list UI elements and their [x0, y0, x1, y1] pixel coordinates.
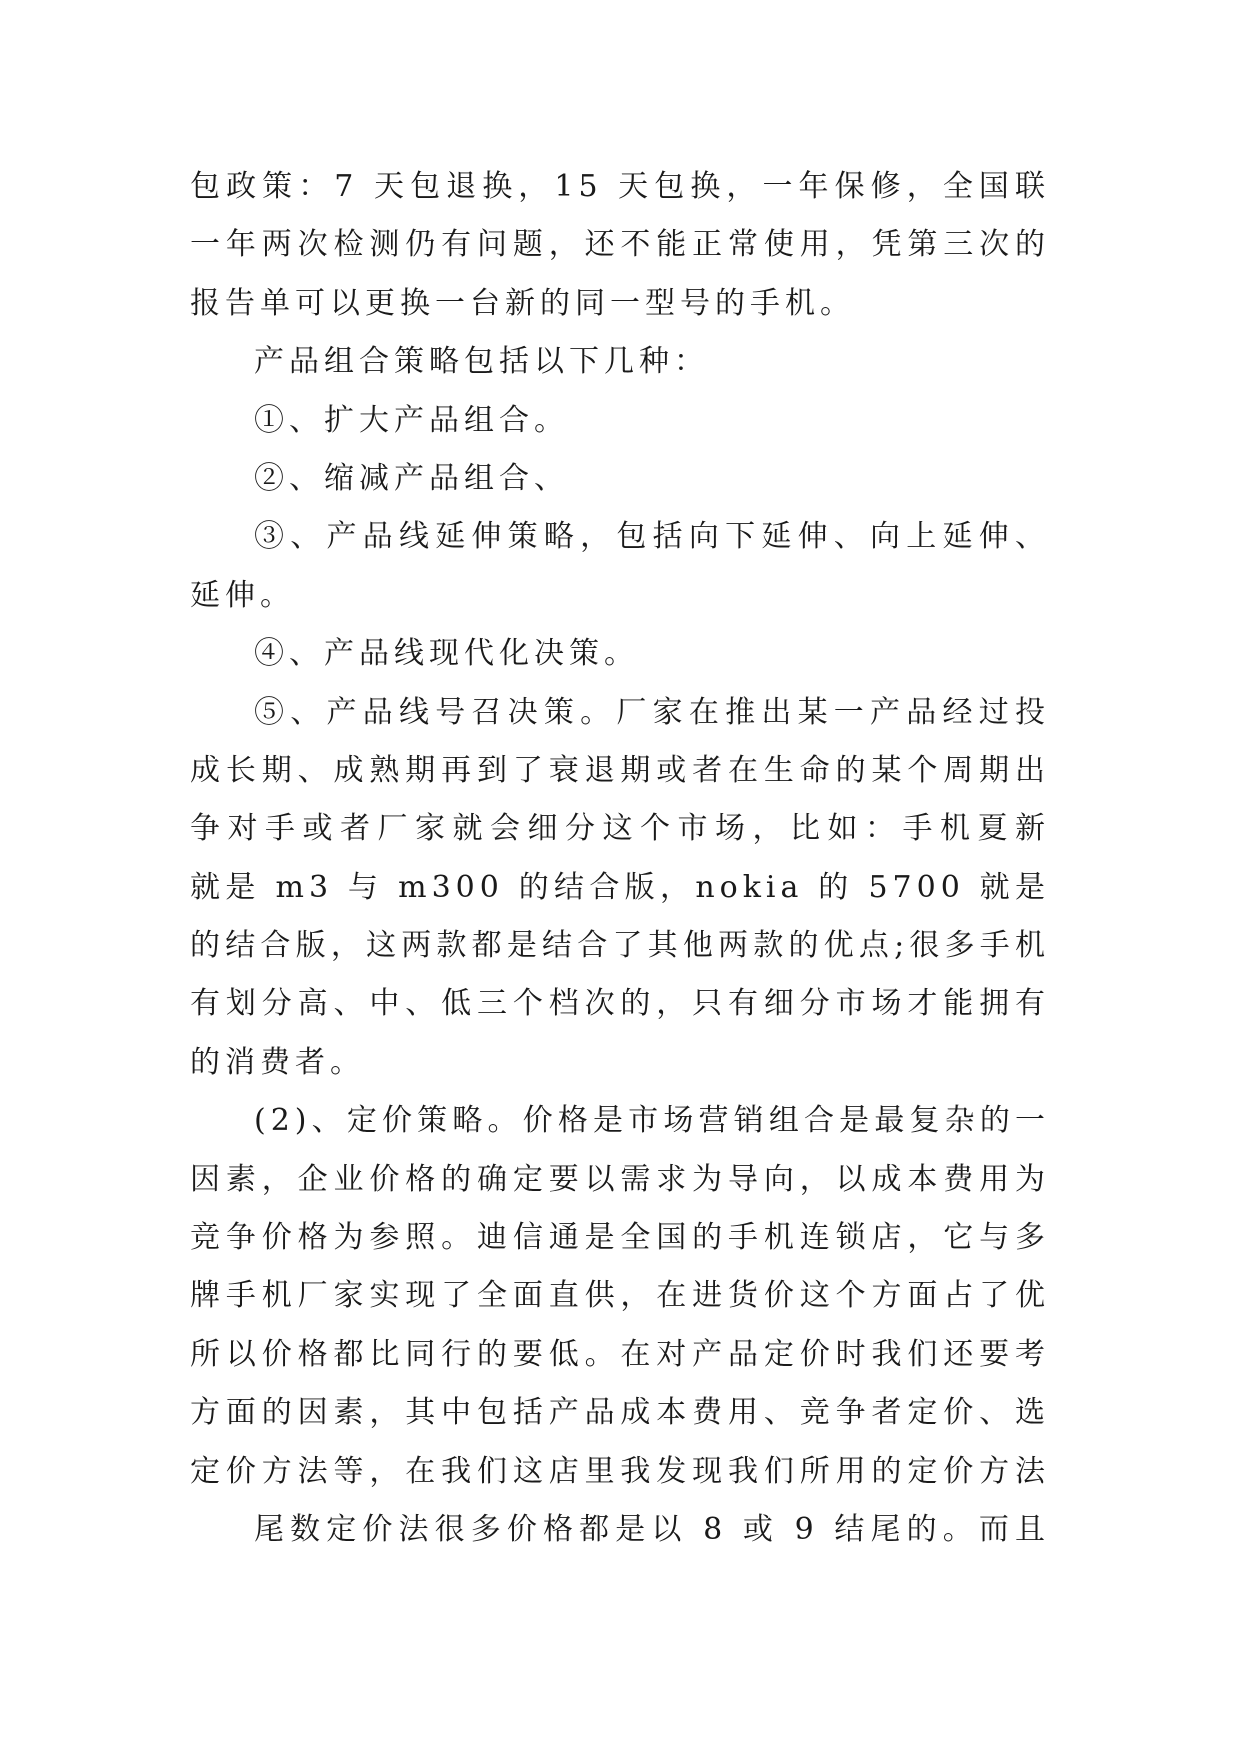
text-line: 竞争价格为参照。迪信通是全国的手机连锁店，它与多: [190, 1220, 1050, 1256]
text-line: 所以价格都比同行的要低。在对产品定价时我们还要考: [190, 1336, 1050, 1372]
body-text: [190, 158, 1050, 1559]
text-line: 一年两次检测仍有问题，还不能正常使用，凭第三次的: [190, 227, 1050, 263]
list-item: ①、扩大产品组合。: [254, 402, 569, 438]
list-item: ⑤、产品线号召决策。厂家在推出某一产品经过投: [254, 694, 1050, 730]
text-line: 争对手或者厂家就会细分这个市场，比如：手机夏新: [190, 811, 1050, 847]
text-line: 因素，企业价格的确定要以需求为导向，以成本费用为: [190, 1161, 1050, 1197]
text-line: 延伸。: [190, 577, 295, 613]
text-line: 方面的因素，其中包括产品成本费用、竞争者定价、选: [190, 1395, 1050, 1431]
list-item: ④、产品线现代化决策。: [254, 636, 639, 672]
text-line: 有划分高、中、低三个档次的，只有细分市场才能拥有: [190, 986, 1050, 1022]
text-line: 报告单可以更换一台新的同一型号的手机。: [190, 285, 855, 321]
text-line: 牌手机厂家实现了全面直供，在进货价这个方面占了优: [190, 1278, 1050, 1314]
text-line: 包政策：7 天包退换，15 天包换，一年保修，全国联: [190, 169, 1050, 204]
paragraph-first-line: 尾数定价法很多价格都是以 8 或 9 结尾的。而且: [254, 1511, 1050, 1547]
text-line: 定价方法等，在我们这店里我发现我们所用的定价方法: [190, 1453, 1050, 1489]
text-line: 就是 m3 与 m300 的结合版，nokia 的 5700 就是: [190, 869, 1050, 905]
paragraph-first-line: (2)、定价策略。价格是市场营销组合是最复杂的一: [254, 1103, 1050, 1139]
text-line: 成长期、成熟期再到了衰退期或者在生命的某个周期出: [190, 752, 1050, 788]
text-line: 的消费者。: [190, 1044, 365, 1080]
list-item: ②、缩减产品组合、: [254, 460, 569, 496]
text-line: 的结合版，这两款都是结合了其他两款的优点;很多手机: [190, 928, 1050, 964]
paragraph-first-line: 产品组合策略包括以下几种：: [254, 344, 709, 380]
list-item: ③、产品线延伸策略，包括向下延伸、向上延伸、: [254, 519, 1050, 555]
